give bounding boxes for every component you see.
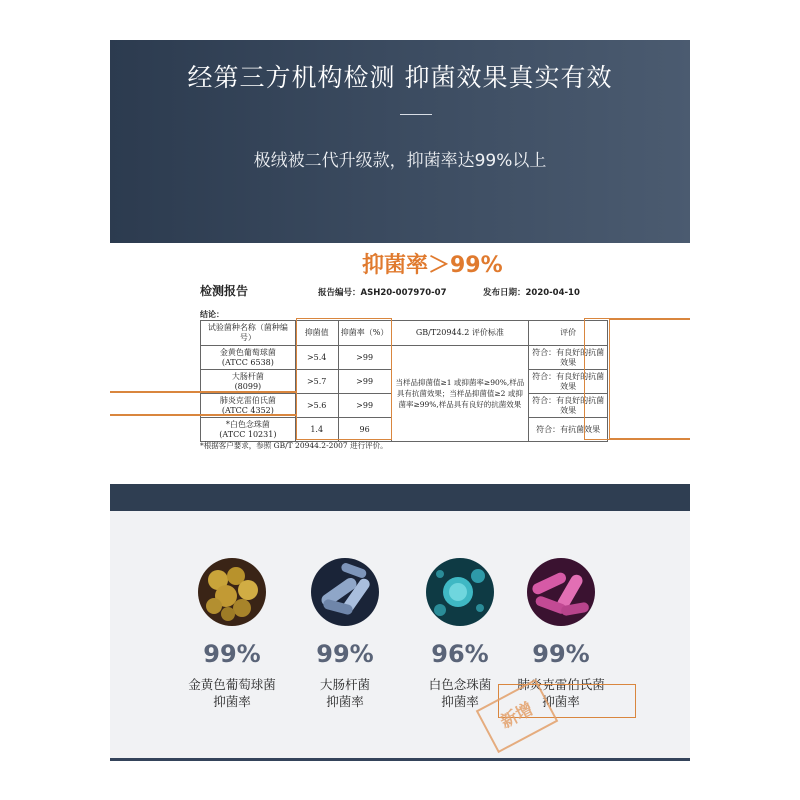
eval-cell: 符合：有良好的抗菌效果 [529,370,608,394]
header-standard: GB/T20944.2 评价标准 [391,321,529,346]
strain-cell: 大肠杆菌 (8099) [201,370,296,394]
percent-value: 99% [532,640,590,668]
strain-cell: 肺炎克雷伯氏菌 (ATCC 4352) [201,394,296,418]
candida-icon [426,558,494,626]
staphylococcus-icon [198,558,266,626]
conclusion-label: 结论： [200,310,224,319]
strain-cell: 金黄色葡萄球菌 (ATCC 6538) [201,346,296,370]
bacteria-label: 抑菌率 [326,694,364,709]
banner-subtitle: 极绒被二代升级款，抑菌率达99%以上 [253,151,547,171]
bacteria-name: 肺炎克雷伯氏菌 [517,677,605,692]
klebsiella-icon [527,558,595,626]
e-coli-icon [311,558,379,626]
antibacterial-rate-headline: 抑菌率＞99% [362,253,503,278]
bacteria-card [290,558,400,710]
value-cell: >5.7 [295,370,338,394]
bacteria-name: 大肠杆菌 [319,677,370,692]
bacteria-card [177,558,287,710]
highlight-line [110,391,296,393]
header-value: 抑菌值 [295,321,338,346]
bacteria-label: 抑菌率 [542,694,580,709]
new-stamp: 新增 [476,679,559,753]
highlight-line [610,318,690,320]
strain-cell: *白色念珠菌 (ATCC 10231) [201,418,296,442]
percent-value: 99% [316,640,374,668]
standard-cell: 当样品抑菌值≥1 或抑菌率≥90%,样品具有抗菌效果；当样品抑菌值≥2 或抑菌率≥99%,样品具有良好的抗菌效果 [391,346,529,442]
value-cell: >5.4 [295,346,338,370]
eval-cell: 符合：有良好的抗菌效果 [529,394,608,418]
bottom-divider [110,758,690,761]
percent-value: 99% [203,640,261,668]
highlight-box-eval [584,318,610,440]
highlight-line [110,414,296,416]
bacteria-label: 抑菌率 [213,694,251,709]
section-bar [110,484,690,511]
header-strain: 试验菌种名称（菌种编号） [201,321,296,346]
highlight-line [610,438,690,440]
highlight-box-values [296,318,392,440]
header-eval: 评价 [529,321,608,346]
report-table [200,320,608,442]
report-title: 检测报告 [200,284,249,298]
report-date: 发布日期：2020-04-10 [483,288,580,298]
percent-value: 96% [431,640,489,668]
eval-cell: 符合：有良好的抗菌效果 [529,346,608,370]
divider [400,114,432,115]
banner-title: 经第三方机构检测 抑菌效果真实有效 [187,63,613,92]
rate-cell: >99 [338,394,391,418]
rate-cell: >99 [338,370,391,394]
rate-cell: >99 [338,346,391,370]
bacteria-label: 抑菌率 [441,694,479,709]
header-rate: 抑菌率（%） [338,321,391,346]
eval-cell: 符合：有抗菌效果 [529,418,608,442]
report-number: 报告编号：ASH20-007970-07 [318,288,447,298]
report-footnote: *根据客户要求，参照 GB/T 20944.2-2007 进行评价。 [200,441,388,450]
rate-cell: 96 [338,418,391,442]
value-cell: 1.4 [295,418,338,442]
value-cell: >5.6 [295,394,338,418]
bacteria-name: 金黄色葡萄球菌 [188,677,276,692]
header-banner [110,40,690,243]
table-row [201,346,608,370]
table-header-row [201,321,608,346]
bacteria-name: 白色念珠菌 [428,677,492,692]
